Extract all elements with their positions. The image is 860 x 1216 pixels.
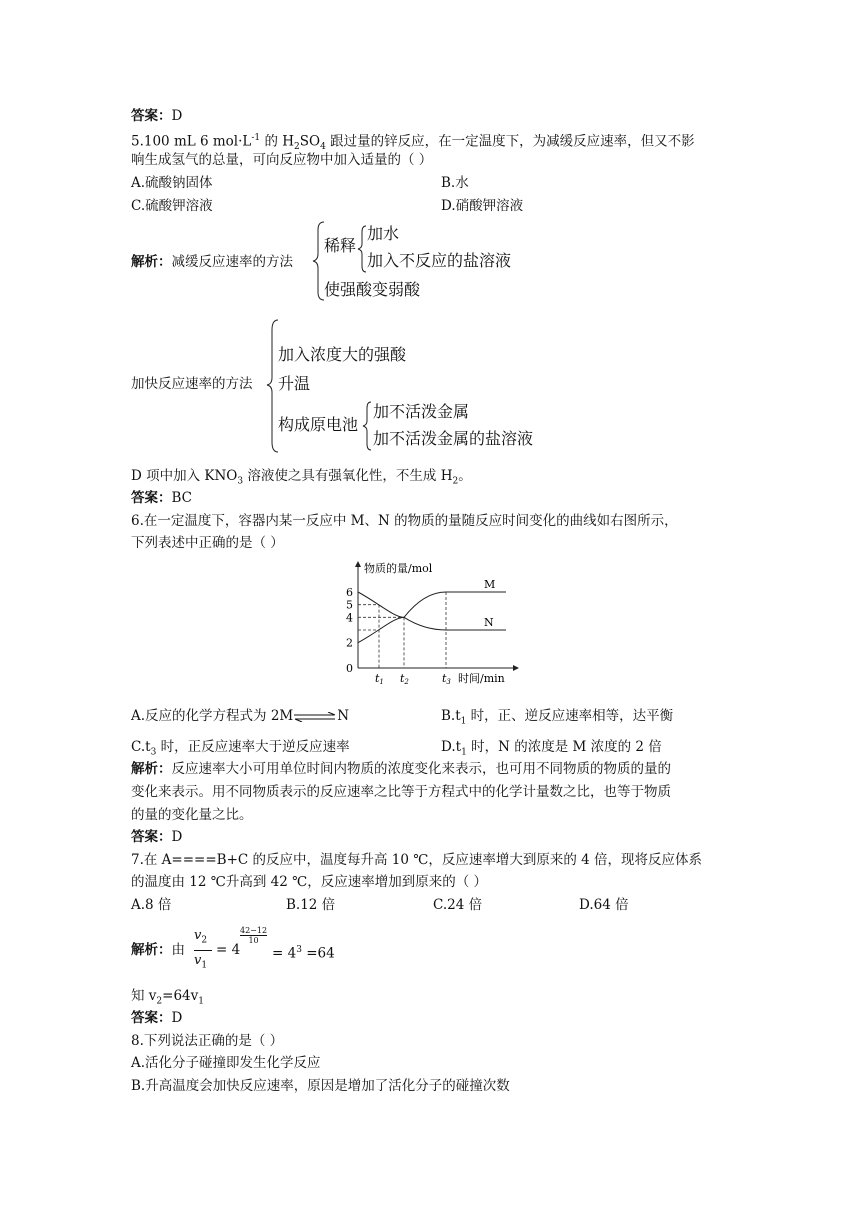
analysis-label: 解析： bbox=[131, 254, 172, 270]
note-text: D 项中加入 KNO bbox=[131, 468, 238, 484]
note-text: 溶液使之具有强氧化性，不生成 H bbox=[243, 468, 453, 484]
exponent-fraction bbox=[240, 926, 267, 945]
q7-option-c: C.24 倍 bbox=[433, 897, 483, 913]
q5-sub: 2 bbox=[294, 142, 300, 153]
answer-value: D bbox=[171, 829, 183, 845]
fraction-denominator: $v_1$ bbox=[194, 953, 208, 971]
formula-sup: 3 bbox=[296, 945, 302, 955]
fast-method-label: 加快反应速率的方法 bbox=[131, 376, 253, 392]
answer-line bbox=[131, 827, 182, 847]
q6-analysis-line2: 变化来表示。用不同物质表示的反应速率之比等于方程式中的化学计量数之比，也等于物质 bbox=[131, 784, 671, 800]
fraction-numerator: $v_2$ bbox=[194, 928, 208, 946]
dilute-label: 稀释 bbox=[324, 236, 357, 255]
exponent-denominator: 10 bbox=[240, 935, 267, 945]
know-sub: 2 bbox=[156, 996, 163, 1007]
v-symbol: v bbox=[194, 928, 202, 943]
note-sub: 3 bbox=[237, 476, 244, 487]
exponent-numerator: 42−12 bbox=[240, 926, 268, 935]
add-water-label: 加水 bbox=[367, 224, 400, 243]
answer-label: 答案： bbox=[131, 829, 172, 845]
option-text: B.t bbox=[441, 708, 461, 724]
v-symbol: v bbox=[194, 953, 202, 968]
strong-acid-label: 加入浓度大的强酸 bbox=[278, 345, 407, 364]
fraction-bar bbox=[194, 950, 212, 951]
know-sub: 1 bbox=[198, 996, 205, 1007]
q5-option-d: D.硝酸钾溶液 bbox=[441, 198, 524, 214]
note-text: 。 bbox=[458, 468, 472, 484]
option-text: C.t bbox=[131, 739, 151, 755]
x-tick-label: t3 bbox=[442, 672, 451, 686]
heat-label: 升温 bbox=[278, 374, 311, 393]
x-axis-label: 时间/min bbox=[458, 672, 505, 685]
y-tick-label: 4 bbox=[346, 611, 353, 625]
inactive-metal-label: 加不活泼金属 bbox=[373, 402, 470, 421]
q7-stem-line1: 7.在 A====B+C 的反应中，温度每升高 10 ℃，反应速率增大到原来的 4 倍，现将反应体系 bbox=[131, 852, 703, 868]
option-text: D.t bbox=[441, 739, 462, 755]
answer-value: D bbox=[171, 108, 183, 124]
formula-text: = 4 bbox=[272, 945, 297, 962]
y-tick-label: 2 bbox=[346, 636, 353, 650]
y-tick-label: 0 bbox=[346, 662, 353, 675]
equilibrium-arrow-icon bbox=[294, 712, 336, 722]
q8-option-a: A.活化分子碰撞即发生化学反应 bbox=[131, 1055, 321, 1071]
q6-analysis-line1 bbox=[131, 759, 671, 779]
q5-stem-text: 5.100 mL 6 mol·L bbox=[131, 133, 252, 150]
answer-label: 答案： bbox=[131, 1010, 172, 1026]
equals-four-cubed bbox=[272, 940, 335, 964]
inactive-salt-label: 加不活泼金属的盐溶液 bbox=[373, 429, 534, 448]
answer-line bbox=[131, 488, 192, 508]
option-sub: 3 bbox=[150, 747, 157, 758]
answer-line bbox=[131, 1008, 182, 1028]
q6-stem-line1: 6.在一定温度下，容器内某一反应中 M、N 的物质的量随反应时间变化的曲线如右图所示， bbox=[131, 513, 678, 529]
q6-option-b bbox=[441, 706, 673, 732]
slow-method-label: 减缓反应速率的方法 bbox=[171, 254, 293, 270]
y-tick-label: 6 bbox=[346, 586, 353, 599]
q8-option-b: B.升高温度会加快反应速率，原因是增加了活化分子的碰撞次数 bbox=[131, 1078, 510, 1094]
cell-label: 构成原电池 bbox=[278, 415, 359, 434]
analysis-text: 由 bbox=[171, 942, 185, 958]
guide-lines bbox=[358, 592, 446, 668]
q6-option-a bbox=[131, 706, 349, 726]
analysis-label: 解析： bbox=[131, 942, 172, 958]
answer-line bbox=[131, 106, 182, 126]
q5-analysis-line bbox=[131, 252, 293, 272]
y-ticks bbox=[346, 586, 353, 675]
formula-text: =64 bbox=[301, 945, 335, 962]
option-sub: 1 bbox=[461, 747, 467, 758]
q7-analysis-line bbox=[131, 940, 185, 960]
q5-sub: 4 bbox=[320, 142, 326, 153]
note-sub: 2 bbox=[452, 476, 459, 487]
equals-four: = 4 bbox=[216, 942, 241, 958]
q5-option-a: A.硫酸钠固体 bbox=[131, 175, 213, 191]
answer-value: D bbox=[171, 1010, 183, 1026]
know-text: =64v bbox=[162, 988, 199, 1004]
weak-acid-label: 使强酸变弱酸 bbox=[324, 280, 421, 299]
q7-option-d: D.64 倍 bbox=[579, 897, 629, 913]
mole-time-chart bbox=[340, 558, 530, 686]
option-text: A.反应的化学方程式为 2M bbox=[131, 708, 294, 724]
option-text: 时，正、逆反应速率相等，达平衡 bbox=[466, 708, 674, 724]
y-axis-label: 物质的量/mol bbox=[364, 562, 433, 575]
q7-stem-line2: 的温度由 12 ℃升高到 42 ℃，反应速率增加到原来的（ ） bbox=[131, 874, 488, 890]
q5-stem-text: 跟过量的锌反应，在一定温度下，为减缓反应速率，但又不影 bbox=[325, 133, 695, 150]
q6-analysis-line3: 的量的变化量之比。 bbox=[131, 807, 253, 823]
answer-label: 答案： bbox=[131, 108, 172, 124]
q5-sup: -1 bbox=[251, 133, 261, 143]
q6-stem-line2: 下列表述中正确的是（ ） bbox=[131, 535, 284, 551]
analysis-label: 解析： bbox=[131, 761, 172, 777]
q5-option-c: C.硫酸钾溶液 bbox=[131, 198, 213, 214]
q7-option-a: A.8 倍 bbox=[131, 897, 172, 913]
q5-option-b: B.水 bbox=[441, 175, 469, 191]
series-label-N: N bbox=[484, 616, 494, 629]
q8-stem: 8.下列说法正确的是（ ） bbox=[131, 1033, 284, 1049]
x-tick-label: t2 bbox=[400, 672, 409, 686]
x-tick-label: t1 bbox=[375, 672, 384, 686]
add-salt-label: 加入不反应的盐溶液 bbox=[367, 251, 512, 270]
x-ticks bbox=[375, 672, 451, 686]
brace-icon bbox=[362, 400, 372, 452]
option-text: 时，正反应速率大于逆反应速率 bbox=[156, 739, 350, 755]
answer-label: 答案： bbox=[131, 490, 172, 506]
q7-option-b: B.12 倍 bbox=[286, 897, 336, 913]
know-text: 知 v bbox=[131, 988, 157, 1004]
brace-icon bbox=[357, 224, 367, 274]
y-tick-label: 5 bbox=[346, 598, 353, 612]
q5-stem-text: SO bbox=[299, 133, 321, 150]
series-curves bbox=[358, 578, 506, 643]
analysis-text: 反应速率大小可用单位时间内物质的浓度变化来表示，也可用不同物质的物质的量的 bbox=[171, 761, 671, 777]
series-label-M: M bbox=[484, 578, 496, 591]
option-sub: 1 bbox=[460, 716, 467, 727]
option-text: 时，N 的浓度是 M 浓度的 2 倍 bbox=[466, 739, 662, 755]
q5-stem-text: 的 H bbox=[260, 133, 295, 150]
q5-stem-line2: 响生成氢气的总量，可向反应物中加入适量的（ ） bbox=[131, 152, 433, 168]
option-text: N bbox=[337, 708, 350, 724]
answer-value: BC bbox=[171, 490, 193, 506]
